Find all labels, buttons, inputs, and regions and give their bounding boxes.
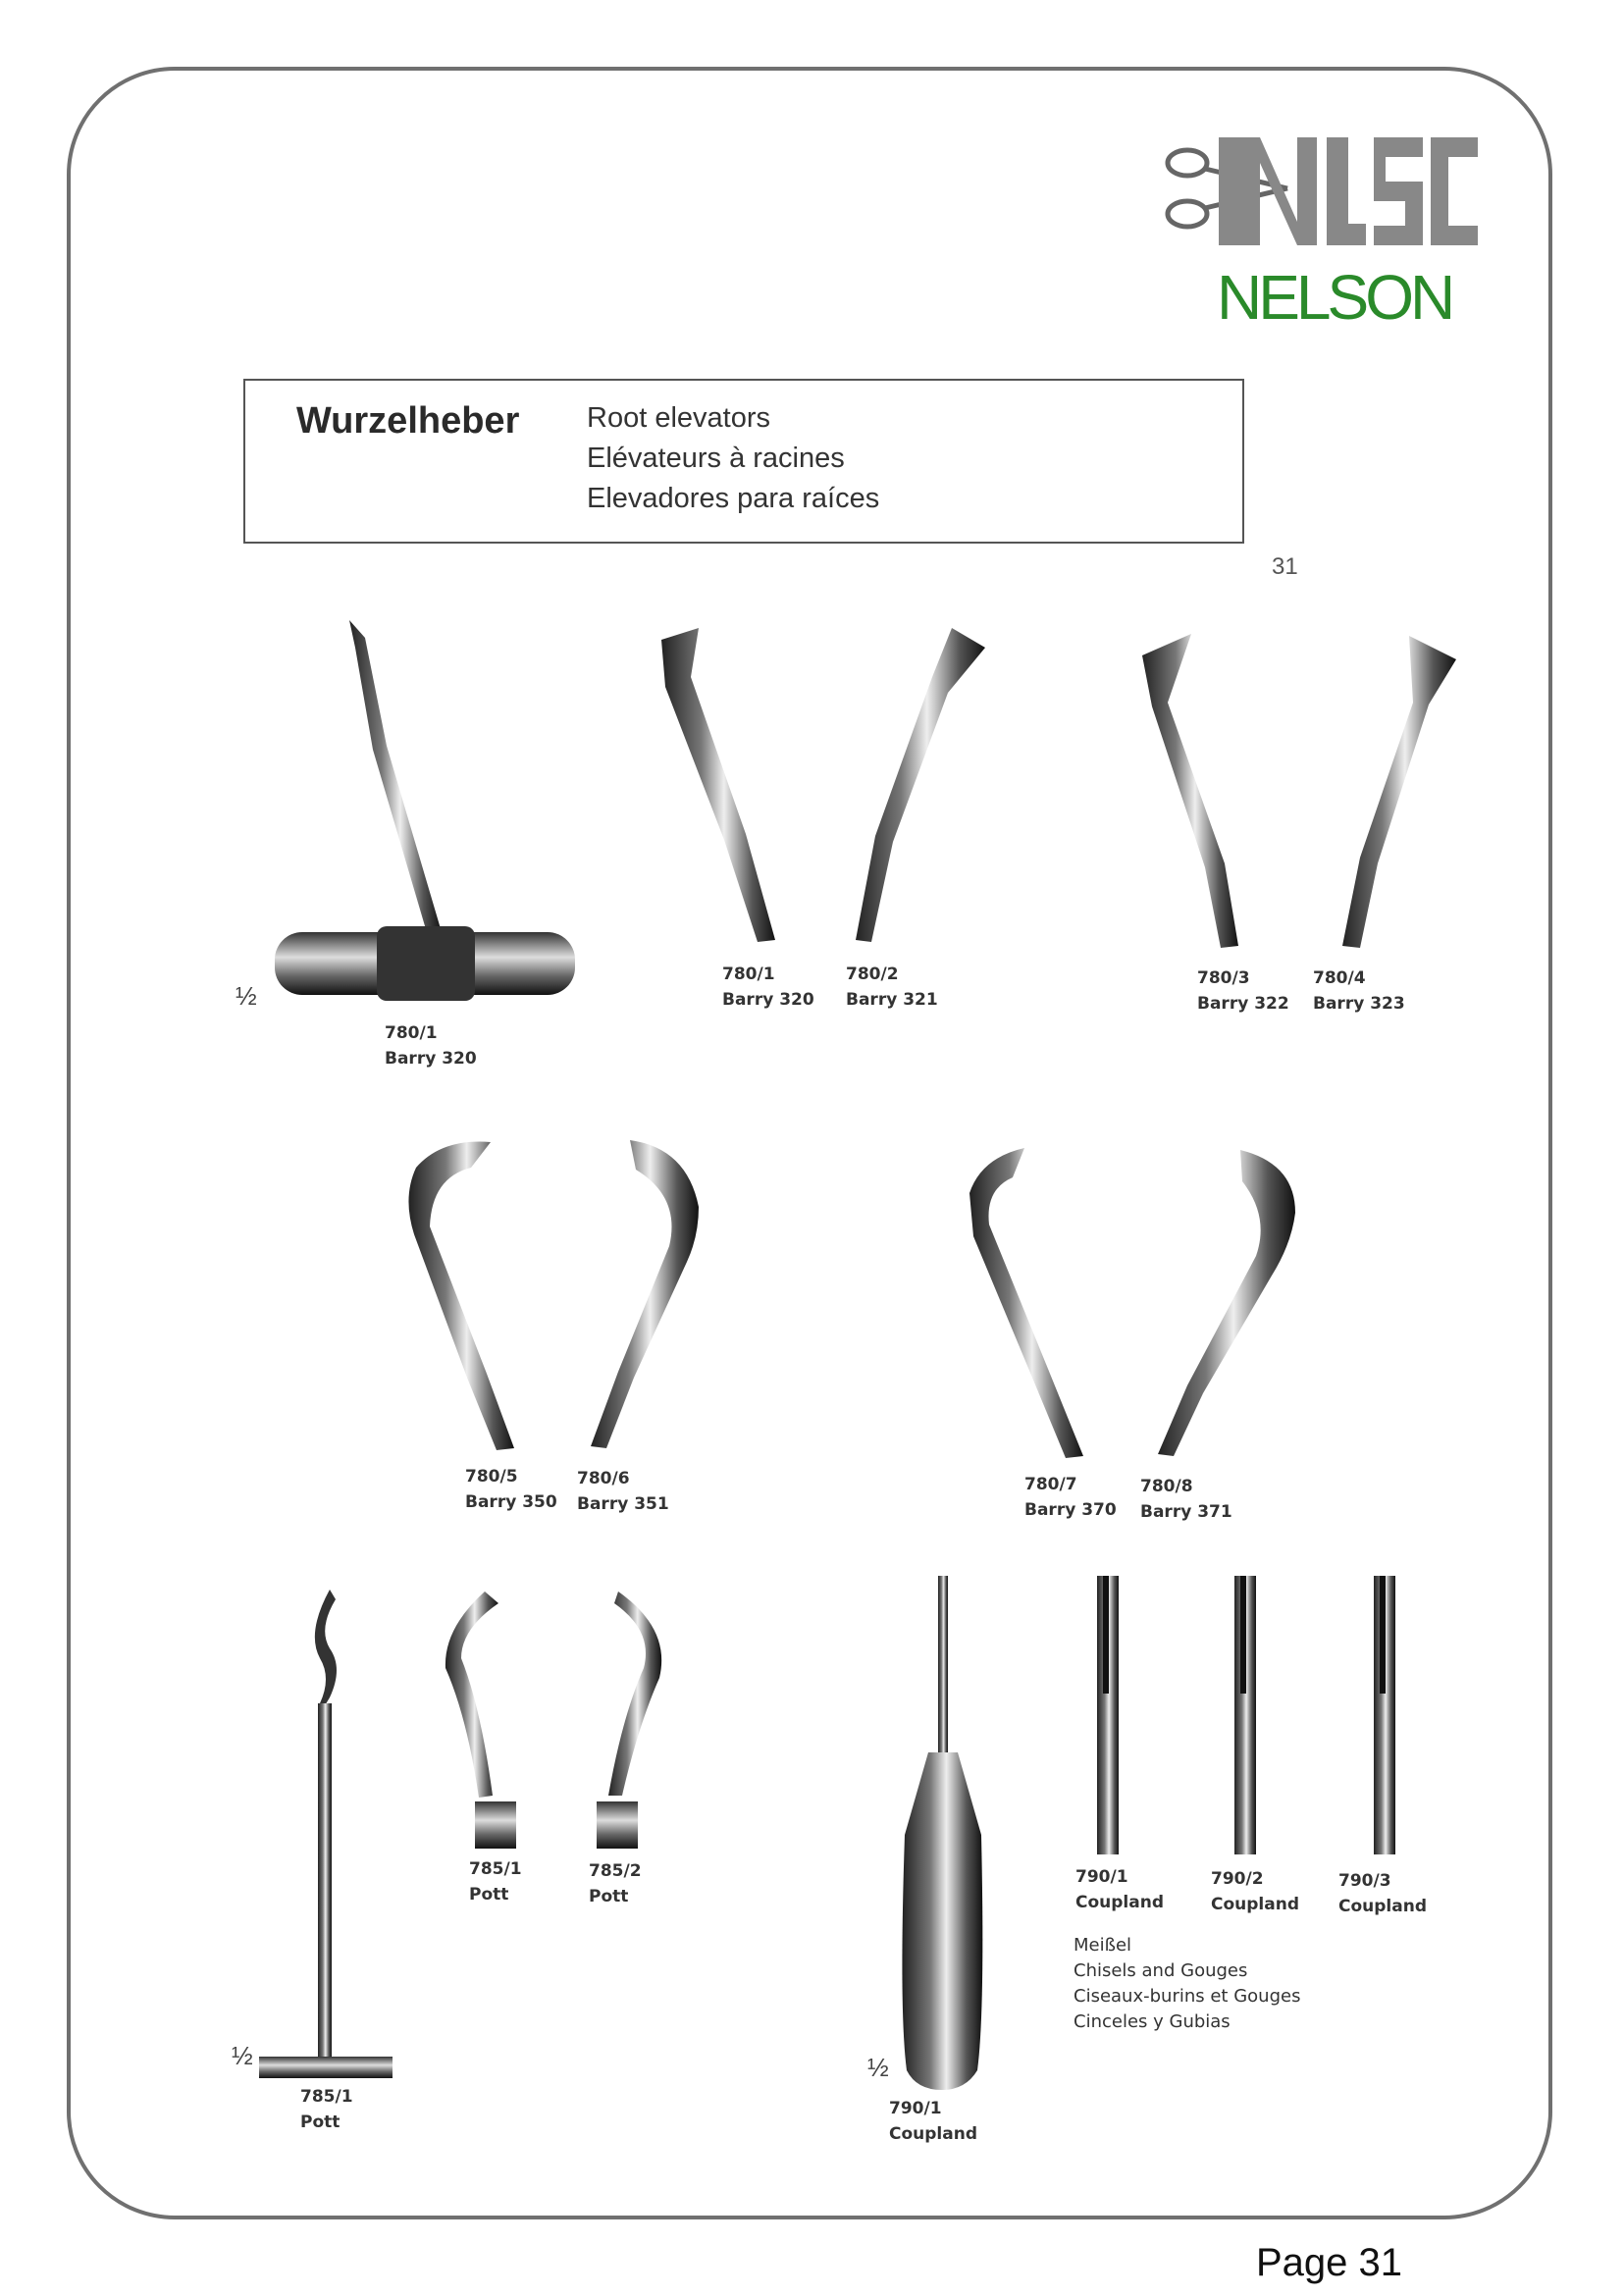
name: Barry 320	[385, 1049, 477, 1069]
code: 780/7	[1024, 1475, 1077, 1494]
name: Barry 321	[846, 990, 938, 1010]
label-785-1-long	[300, 2084, 353, 2135]
code: 790/1	[1075, 1867, 1128, 1887]
name: Coupland	[1338, 1897, 1427, 1916]
scale-half-3: ½	[867, 2053, 889, 2082]
instrument-780-8	[1158, 1150, 1295, 1456]
name: Coupland	[1211, 1895, 1299, 1914]
name: Pott	[300, 2113, 341, 2132]
chisels-english: Chisels and Gouges	[1074, 1960, 1248, 1981]
code: 780/1	[385, 1023, 438, 1043]
label-780-4	[1313, 965, 1405, 1017]
code: 785/2	[589, 1861, 642, 1881]
instrument-790-3	[1374, 1576, 1395, 1854]
instrument-785-1-long	[259, 1590, 393, 2078]
name: Barry 323	[1313, 994, 1405, 1014]
instrument-780-7	[969, 1148, 1083, 1458]
label-790-3	[1338, 1868, 1427, 1919]
name: Barry 322	[1197, 994, 1289, 1014]
scale-half-2: ½	[232, 2041, 253, 2070]
code: 785/1	[469, 1859, 522, 1879]
label-790-1-handled	[889, 2096, 977, 2147]
instrument-790-2	[1234, 1576, 1256, 1854]
label-790-2	[1211, 1866, 1299, 1917]
instrument-790-1	[1097, 1576, 1119, 1854]
instrument-780-6	[591, 1140, 699, 1448]
title-english: Root elevators	[587, 402, 770, 434]
instrument-790-1-handled	[902, 1576, 982, 2090]
title-german: Wurzelheber	[296, 400, 520, 442]
code: 780/1	[722, 965, 775, 984]
name: Barry 370	[1024, 1500, 1117, 1520]
code: 780/8	[1140, 1477, 1193, 1496]
title-french: Elévateurs à racines	[587, 443, 845, 474]
name: Pott	[469, 1885, 509, 1905]
name: Barry 371	[1140, 1502, 1232, 1522]
label-780-6	[577, 1466, 669, 1517]
code: 790/2	[1211, 1869, 1264, 1889]
instrument-780-1-t-handle	[275, 620, 575, 1001]
instrument-780-3	[1142, 634, 1238, 948]
label-780-3	[1197, 965, 1289, 1017]
label-780-5	[465, 1464, 557, 1515]
label-780-8	[1140, 1474, 1232, 1525]
instrument-785-1	[445, 1592, 516, 1849]
label-780-7	[1024, 1472, 1117, 1523]
chisels-spanish: Cinceles y Gubias	[1074, 2011, 1231, 2032]
name: Coupland	[889, 2124, 977, 2144]
name: Barry 320	[722, 990, 814, 1010]
code: 780/5	[465, 1467, 518, 1487]
name: Barry 351	[577, 1494, 669, 1514]
title-spanish: Elevadores para raíces	[587, 483, 880, 514]
label-780-1	[722, 962, 814, 1013]
code: 785/1	[300, 2087, 353, 2107]
nelson-logo-text: NELSON	[1217, 262, 1452, 333]
scale-half-1: ½	[236, 981, 257, 1011]
name: Coupland	[1075, 1893, 1164, 1912]
label-780-2	[846, 962, 938, 1013]
instrument-780-5	[408, 1142, 514, 1450]
code: 780/6	[577, 1469, 630, 1488]
label-790-1	[1075, 1864, 1164, 1915]
code: 790/3	[1338, 1871, 1391, 1891]
name: Barry 350	[465, 1492, 557, 1512]
instrument-785-2	[597, 1592, 661, 1849]
code: 780/2	[846, 965, 899, 984]
instrument-780-1	[661, 628, 775, 942]
code: 790/1	[889, 2099, 942, 2118]
page-footer: Page 31	[1256, 2241, 1403, 2284]
chisels-german: Meißel	[1074, 1935, 1132, 1956]
instrument-780-2	[856, 628, 985, 942]
code: 780/4	[1313, 968, 1366, 988]
instrument-780-4	[1342, 636, 1456, 948]
label-785-2	[589, 1858, 642, 1909]
catalog-page-number: 31	[1272, 553, 1298, 580]
chisels-description	[1074, 1933, 1300, 2035]
label-780-1-handle	[385, 1020, 477, 1071]
chisels-french: Ciseaux-burins et Gouges	[1074, 1986, 1301, 2007]
label-785-1	[469, 1856, 522, 1907]
code: 780/3	[1197, 968, 1250, 988]
name: Pott	[589, 1887, 629, 1906]
